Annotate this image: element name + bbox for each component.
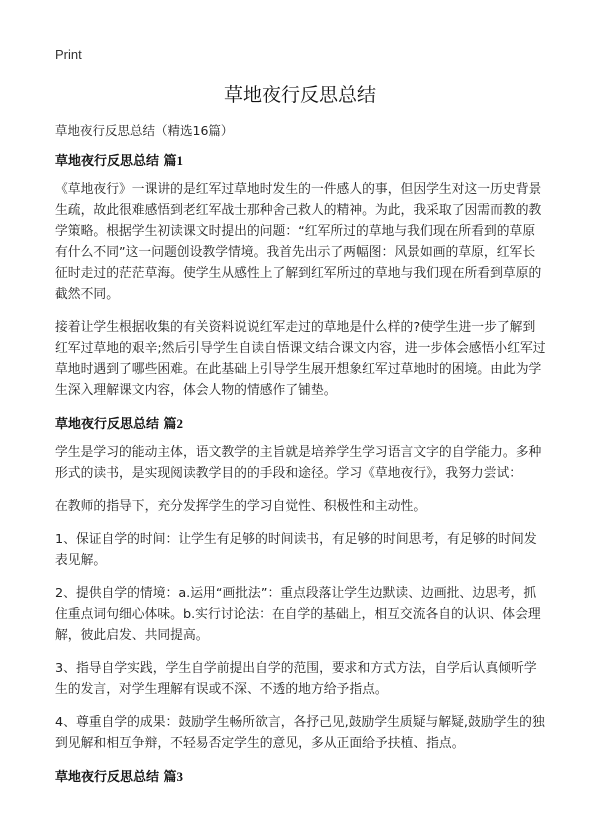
section-2 <box>55 413 546 754</box>
section-1 <box>55 150 546 401</box>
section-heading <box>55 150 546 169</box>
paragraph: 在教师的指导下，充分发挥学生的学习自觉性、积极性和主动性。 <box>55 499 427 514</box>
section-heading-number: 篇2 <box>163 416 184 431</box>
paragraph: 学生是学习的能动主体，语文教学的主旨就是培养学生学习语言文字的自学能力。多种形式的读书，是实现阅读教学目的的手段和途径。学习《草地夜行》，我努力尝试： <box>55 445 542 481</box>
section-heading-number: 篇3 <box>163 769 184 784</box>
document-subtitle: 草地夜行反思总结（精选16篇） <box>55 123 234 138</box>
paragraph: 3、指导自学实践，学生自学前提出自学的范围，要求和方式方法，自学后认真倾听学生的发言，对学生理解有误或不深、不透的地方给予指点。 <box>55 661 537 697</box>
paragraph: 2、提供自学的情境：a.运用“画批法”：重点段落让学生边默读、边画批、边思考，抓住重点词句细心体味。b.实行讨论法：在自学的基础上，相互交流各自的认识、体会理解，彼此启发、共同提高。 <box>55 586 541 643</box>
paragraph: 1、保证自学的时间：让学生有足够的时间读书，有足够的时间思考，有足够的时间发表见解。 <box>55 532 537 568</box>
section-heading-text: 草地夜行反思总结 <box>55 770 160 785</box>
paragraph: 《草地夜行》一课讲的是红军过草地时发生的一件感人的事，但因学生对这一历史背景生疏，故此很难感悟到老红军战士那种舍己救人的精神。为此，我采取了因需而教的教学策略。根据学生初读课文时提出的问题：“红军所过的草地与我们现在所看到的草原有什么不同”这一问题创设教学情境。我首先出示了两幅图：风景如画的草原，红军长征时走过的茫茫草海。使学生从感性上了解到红军所过的草地与我们现在所看到草原的截然不同。 <box>55 182 542 302</box>
paragraph: 接着让学生根据收集的有关资料说说红军走过的草地是什么样的?使学生进一步了解到红军过草地的艰辛;然后引导学生自读自悟课文结合课文内容，进一步体会感悟小红军过草地时遇到了哪些困难。在此基础上引导学生展开想象红军过草地时的困境。由此为学生深入理解课文内容，体会人物的情感作了铺垫。 <box>55 320 546 398</box>
section-heading-text: 草地夜行反思总结 <box>55 154 160 169</box>
section-3 <box>55 766 546 785</box>
print-link[interactable]: Print <box>55 47 82 62</box>
section-heading-number: 篇1 <box>163 153 184 168</box>
section-heading <box>55 766 546 785</box>
section-heading <box>55 413 546 432</box>
paragraph: 4、尊重自学的成果：鼓励学生畅所欲言，各抒己见,鼓励学生质疑与解疑,鼓励学生的独到见解和相互争辩，不轻易否定学生的意见，多从正面给予扶植、指点。 <box>55 715 545 751</box>
document-content <box>55 150 546 795</box>
page-title: 草地夜行反思总结 <box>223 84 376 106</box>
section-heading-text: 草地夜行反思总结 <box>55 417 160 432</box>
